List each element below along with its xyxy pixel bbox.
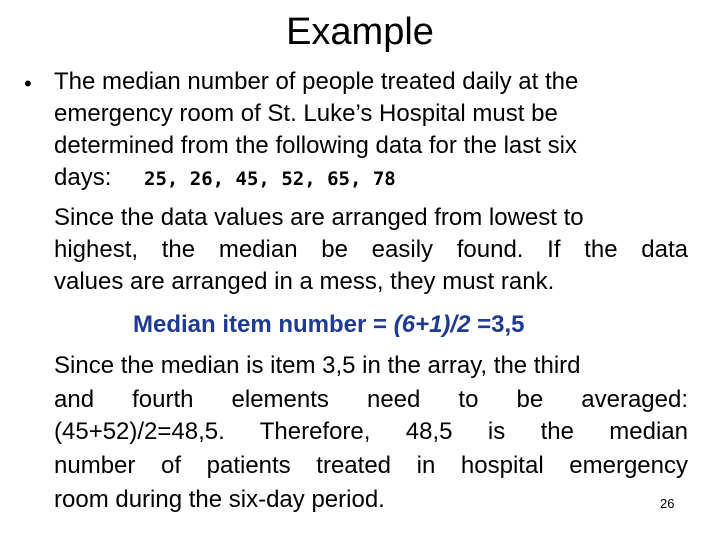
- data-values: 25, 26, 45, 52, 65, 78: [144, 168, 396, 190]
- text-line: Since the median is item 3,5 in the array, the third: [54, 352, 581, 379]
- text-line: highest, the median be easily found. If the data: [54, 236, 688, 263]
- text-line: The median number of people treated daily at the: [54, 68, 579, 95]
- text-line: Since the data values are arranged from lowest to: [54, 204, 584, 231]
- days-label: days:: [54, 164, 112, 191]
- text-line: determined from the following data for the last six: [54, 132, 577, 159]
- text-line: room during the six-day period.: [54, 486, 385, 513]
- formula-result: =3,5: [470, 311, 525, 338]
- bullet-icon: •: [24, 71, 32, 96]
- slide-title: Example: [286, 11, 434, 53]
- page-number: 26: [660, 496, 675, 511]
- formula-label: Median item number =: [133, 311, 394, 338]
- formula-value: (6+1)/2: [393, 311, 471, 338]
- formula-line: [133, 309, 524, 341]
- text-line: number of patients treated in hospital emergency: [54, 452, 688, 479]
- text-line: (45+52)/2=48,5. Therefore, 48,5 is the median: [54, 418, 688, 445]
- data-line: [54, 162, 396, 195]
- text-line: values are arranged in a mess, they must rank.: [54, 268, 555, 295]
- text-line: emergency room of St. Luke’s Hospital must be: [54, 100, 558, 127]
- text-line: and fourth elements need to be averaged:: [54, 386, 688, 413]
